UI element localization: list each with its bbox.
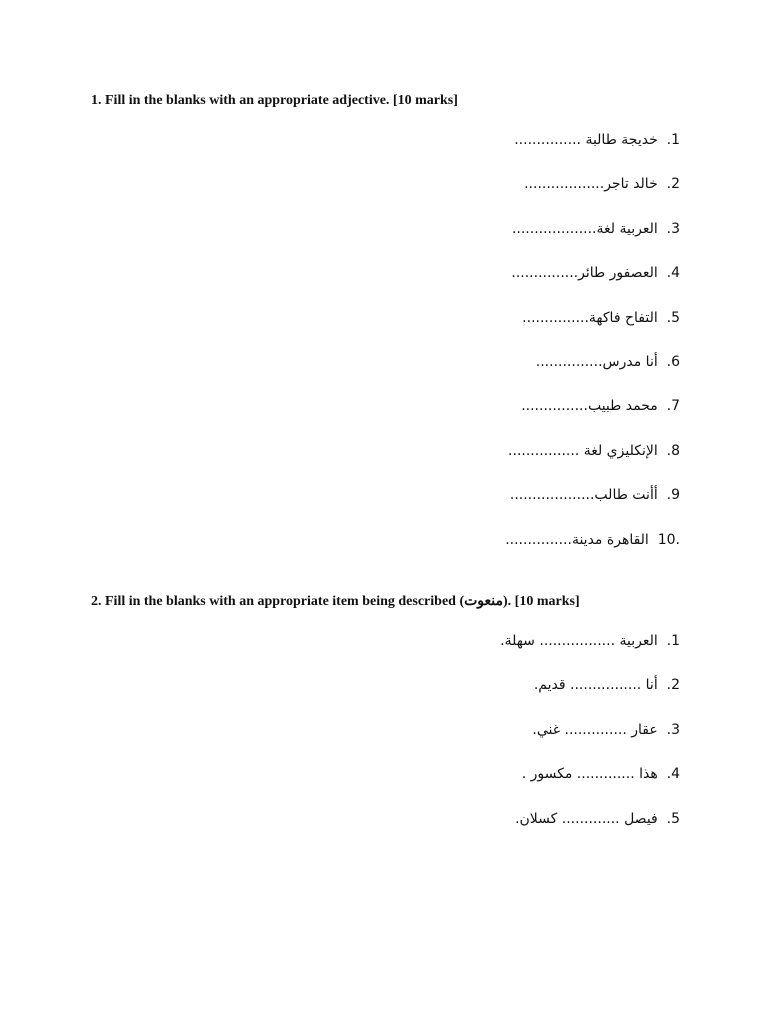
item-text: خديجة طالبة ............... xyxy=(514,132,658,148)
section-1-heading: 1. Fill in the blanks with an appropriate adjective. [10 marks] xyxy=(91,93,458,108)
exercise-item xyxy=(280,766,680,810)
exercise-item xyxy=(280,310,680,354)
item-text: أأنت طالب................... xyxy=(509,487,658,504)
item-number: .5 xyxy=(666,309,680,326)
section-2-list xyxy=(280,633,680,855)
item-number: .3 xyxy=(666,721,680,738)
item-number: .4 xyxy=(666,265,680,282)
item-number: .2 xyxy=(666,176,680,193)
item-number: .7 xyxy=(666,398,680,415)
item-number: .1 xyxy=(666,132,680,148)
exercise-sentence xyxy=(515,811,680,827)
exercise-item xyxy=(280,354,680,398)
exercise-item xyxy=(280,532,680,576)
item-text: التفاح فاكهة............... xyxy=(522,309,658,326)
exercise-item xyxy=(280,722,680,766)
exercise-sentence xyxy=(500,633,680,649)
item-number: 10. xyxy=(657,531,680,548)
item-number: .2 xyxy=(666,677,680,694)
exercise-item xyxy=(280,811,680,855)
item-number: .5 xyxy=(666,810,680,827)
item-text: محمد طبيب............... xyxy=(521,398,658,415)
exercise-sentence xyxy=(534,677,680,693)
item-text: فيصل ............. كسلان. xyxy=(515,810,658,827)
item-text: خالد تاجر.................. xyxy=(524,176,658,193)
exercise-item xyxy=(280,132,680,176)
exercise-sentence xyxy=(522,310,680,326)
item-text: العربية لغة................... xyxy=(511,220,658,237)
exercise-sentence xyxy=(522,766,680,782)
item-text: الإنكليزي لغة ................ xyxy=(508,442,658,459)
exercise-item xyxy=(280,487,680,531)
item-text: العربية ................. سهلة. xyxy=(500,633,658,649)
item-number: .8 xyxy=(666,442,680,459)
item-number: .6 xyxy=(666,353,680,370)
exercise-item xyxy=(280,265,680,309)
exercise-sentence xyxy=(536,354,680,370)
item-text: أنا مدرس............... xyxy=(535,353,658,370)
exercise-item xyxy=(280,221,680,265)
item-number: .4 xyxy=(666,766,680,783)
exercise-sentence xyxy=(521,398,680,414)
item-text: القاهرة مدينة............... xyxy=(505,531,649,548)
section-1-list xyxy=(280,132,680,576)
item-text: أنا ................ قديم. xyxy=(533,677,658,694)
exercise-item xyxy=(280,633,680,677)
exercise-sentence xyxy=(512,221,680,237)
exercise-sentence xyxy=(514,132,680,148)
item-text: عقار .............. غني. xyxy=(532,721,658,738)
exercise-item xyxy=(280,176,680,220)
exercise-item xyxy=(280,677,680,721)
exercise-sentence xyxy=(508,443,680,459)
exercise-sentence xyxy=(505,532,680,548)
exercise-sentence xyxy=(510,487,680,503)
item-number: .3 xyxy=(666,220,680,237)
exercise-sentence xyxy=(524,176,680,192)
item-number: .9 xyxy=(666,487,680,504)
item-text: العصفور طائر............... xyxy=(511,265,658,282)
exercise-item xyxy=(280,443,680,487)
exercise-sentence xyxy=(532,722,680,738)
exercise-item xyxy=(280,398,680,442)
item-number: .1 xyxy=(666,633,680,649)
item-text: هذا ............. مكسور . xyxy=(521,766,658,783)
section-2-heading: 2. Fill in the blanks with an appropriate item being described (منعوت). [10 marks] xyxy=(91,594,580,609)
exercise-sentence xyxy=(511,265,680,281)
